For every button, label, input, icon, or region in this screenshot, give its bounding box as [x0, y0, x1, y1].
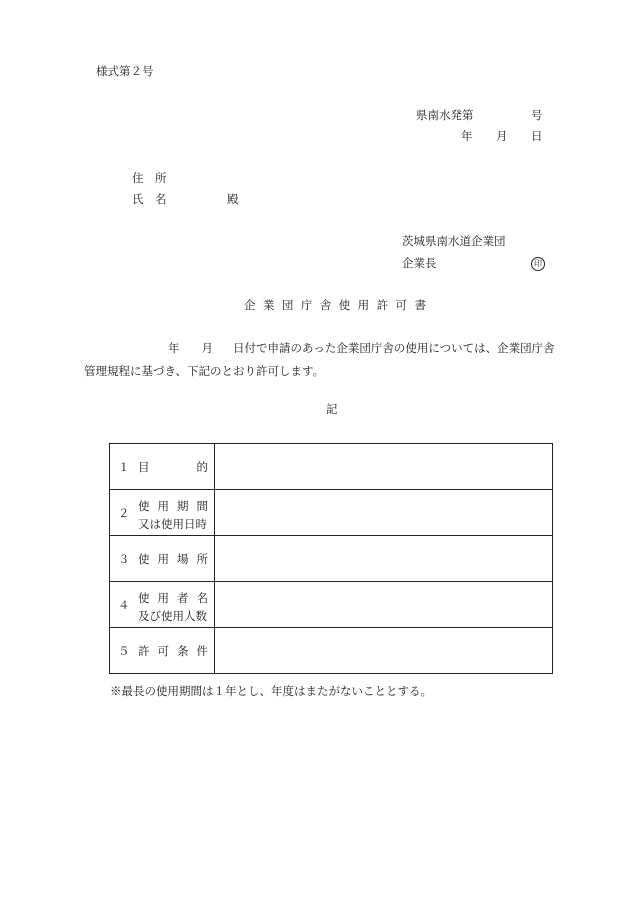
doc-title-char: 舎 — [319, 298, 332, 312]
row-label-char: 目 — [138, 460, 150, 474]
doc-number-suffix: 号 — [531, 108, 543, 122]
row-sublabel: 及び使用人数 — [138, 609, 207, 623]
seal-mark: 印 — [531, 257, 545, 271]
row-label-char: 場 — [177, 552, 189, 566]
row-value-cell[interactable] — [215, 490, 553, 536]
row-label-char: 可 — [157, 644, 169, 658]
row-label-char: 者 — [177, 591, 189, 605]
name-label: 氏 名 — [132, 192, 167, 206]
body-month: 月 — [201, 341, 213, 355]
row-value-cell[interactable] — [215, 582, 553, 628]
issuer-organization: 茨城県南水道企業団 — [402, 234, 506, 248]
row-number: ５ — [118, 644, 130, 658]
row-value-cell[interactable] — [215, 536, 553, 582]
doc-title-char: 企 — [244, 298, 256, 312]
footnote: ※最長の使用期間は１年とし、年度はまたがないこととする。 — [110, 684, 432, 698]
row-number: ２ — [118, 506, 130, 520]
date-month: 月 — [496, 129, 508, 143]
row-label-char: 用 — [157, 499, 169, 513]
row-label-cell — [110, 582, 215, 628]
doc-title — [244, 300, 426, 312]
doc-title-char: 許 — [376, 298, 389, 312]
row-value-cell[interactable] — [215, 444, 553, 490]
body-text-line1: 日付で申請のあった企業団庁舎の使用については、企業団庁舎 — [233, 341, 555, 355]
row-number: ３ — [118, 552, 130, 566]
table-row — [110, 490, 553, 536]
doc-title-char: 使 — [338, 298, 351, 312]
row-label-char: 条 — [177, 644, 189, 658]
date-day: 日 — [531, 129, 543, 143]
date-year: 年 — [461, 129, 473, 143]
issuer-title: 企業長 — [402, 256, 437, 270]
row-label-cell — [110, 536, 215, 582]
row-label-char: 使 — [138, 499, 150, 513]
honorific: 殿 — [227, 192, 239, 206]
row-number: １ — [118, 460, 130, 474]
row-label-cell — [110, 628, 215, 674]
doc-title-char: 団 — [281, 298, 294, 312]
row-label-char: 所 — [196, 552, 208, 566]
doc-title-char: 庁 — [300, 298, 313, 312]
ki-heading: 記 — [326, 402, 338, 416]
row-value-cell[interactable] — [215, 628, 553, 674]
row-label-char: 許 — [138, 644, 150, 658]
row-label — [138, 551, 208, 567]
row-label-char: 件 — [196, 644, 208, 658]
doc-title-char: 用 — [357, 298, 370, 312]
row-sublabel: 又は使用日時 — [138, 517, 207, 531]
form-number: 様式第２号 — [96, 64, 154, 78]
doc-title-char: 業 — [262, 298, 275, 312]
row-label — [138, 498, 208, 514]
row-label-char: 用 — [157, 552, 169, 566]
row-label-char: 使 — [138, 591, 150, 605]
row-label — [138, 459, 208, 475]
row-label-char: 使 — [138, 552, 150, 566]
row-label-char: 間 — [196, 499, 208, 513]
row-label — [138, 590, 208, 606]
table-row — [110, 628, 553, 674]
table-row — [110, 444, 553, 490]
row-label-cell — [110, 444, 215, 490]
table-row — [110, 536, 553, 582]
row-label-char: 期 — [177, 499, 189, 513]
row-label-char: 的 — [196, 460, 208, 474]
row-label-char: 名 — [196, 591, 208, 605]
row-label-cell — [110, 490, 215, 536]
body-paragraph — [84, 337, 574, 383]
row-label — [138, 643, 208, 659]
row-label-char: 用 — [157, 591, 169, 605]
row-number: ４ — [118, 598, 130, 612]
body-text-line2: 管理規程に基づき、下記のとおり許可します。 — [84, 364, 325, 378]
record-table — [109, 443, 553, 674]
doc-title-char: 可 — [395, 298, 407, 312]
table-row — [110, 582, 553, 628]
doc-title-char: 書 — [414, 298, 426, 312]
address-label: 住 所 — [132, 171, 167, 185]
doc-number-prefix: 県南水発第 — [416, 108, 474, 122]
body-year: 年 — [168, 341, 180, 355]
